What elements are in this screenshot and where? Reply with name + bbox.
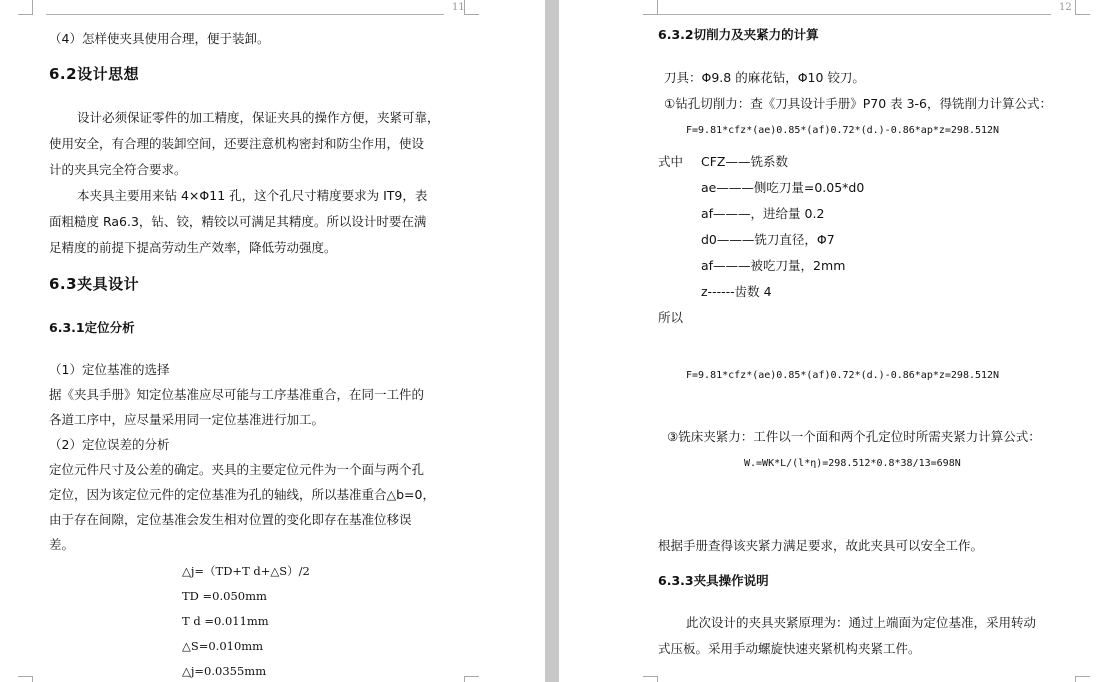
paragraph-line: 式压板。采用手动螺旋快速夹紧机构夹紧工件。 <box>658 641 921 656</box>
crop-mark <box>464 676 479 682</box>
formula: △j=0.0355mm <box>182 664 267 678</box>
paragraph-line: 各道工序中，应尽量采用同一定位基准进行加工。 <box>49 412 325 427</box>
document-page-left <box>0 0 545 682</box>
crop-mark <box>1075 0 1090 15</box>
paragraph-line: 所以 <box>658 310 684 325</box>
section-heading: 6.2设计思想 <box>49 65 140 83</box>
formula: TD =0.050mm <box>182 589 267 603</box>
definition-line: d0———铣刀直径，Φ7 <box>701 232 835 247</box>
crop-mark <box>643 0 658 15</box>
paragraph-line: 据《夹具手册》知定位基准应尽可能与工序基准重合，在同一工件的 <box>49 387 425 402</box>
paragraph-line: 定位元件尺寸及公差的确定。夹具的主要定位元件为一个面与两个孔 <box>49 462 425 477</box>
paragraph-line: 此次设计的夹具夹紧原理为：通过上端面为定位基准，采用转动 <box>686 615 1037 630</box>
definition-line: ae———侧吃刀量=0.05*d0 <box>701 180 865 195</box>
page-number: 11 <box>452 2 465 13</box>
definition-line: z------齿数 4 <box>701 284 772 299</box>
definition-line: CFZ——铣系数 <box>701 154 788 169</box>
paragraph-line: 计的夹具完全符合要求。 <box>49 162 187 177</box>
list-item: （1）定位基准的选择 <box>49 362 170 377</box>
paragraph-line: ③铣床夹紧力：工件以一个面和两个孔定位时所需夹紧力计算公式： <box>667 429 1041 444</box>
formula: △j=（TD+T d+△S）/2 <box>182 564 310 578</box>
formula: T d =0.011mm <box>182 614 269 628</box>
paragraph-line: 根据手册查得该夹紧力满足要求，故此夹具可以安全工作。 <box>658 538 984 553</box>
paragraph-line: 由于存在间隙，定位基准会发生相对位置的变化即存在基准位移误 <box>49 512 412 527</box>
list-item: （4）怎样使夹具使用合理，便于装卸。 <box>49 31 270 46</box>
paragraph-line: 式中 <box>658 154 684 169</box>
formula: △S=0.010mm <box>182 639 264 653</box>
formula: F=9.81*cfz*(ae)0.85*(af)0.72*(d.)-0.86*ap*z=298.512N <box>686 125 1000 136</box>
paragraph-line: 设计必须保证零件的加工精度，保证夹具的操作方便，夹紧可靠， <box>77 110 440 125</box>
section-heading: 6.3夹具设计 <box>49 275 140 293</box>
definition-line: af———，进给量 0.2 <box>701 206 825 221</box>
paragraph-line: 面粗糙度 Ra6.3，钻、铰，精铰以可满足其精度。所以设计时要在满 <box>49 214 427 229</box>
formula: F=9.81*cfz*(ae)0.85*(af)0.72*(d.)-0.86*ap*z=298.512N <box>686 370 1000 381</box>
list-item: （2）定位误差的分析 <box>49 437 170 452</box>
crop-mark <box>1075 676 1090 682</box>
header-rule <box>46 14 444 15</box>
crop-mark <box>18 0 33 15</box>
subsection-heading: 6.3.1定位分析 <box>49 320 135 335</box>
paragraph-line: 刀具：Φ9.8 的麻花钻，Φ10 铰刀。 <box>664 70 865 85</box>
paragraph-line: 使用安全，有合理的装卸空间，还要注意机构密封和防尘作用，使设 <box>49 136 425 151</box>
crop-mark <box>464 0 479 15</box>
paragraph-line: ①钻孔切削力：查《刀具设计手册》P70 表 3-6，得铣削力计算公式： <box>664 96 1053 111</box>
formula: W.=WK*L/(l*η)=298.512*0.8*38/13=698N <box>744 458 961 469</box>
crop-mark <box>18 676 33 682</box>
paragraph-line: 差。 <box>49 537 75 552</box>
subsection-heading: 6.3.2切削力及夹紧力的计算 <box>658 27 819 42</box>
page-gutter <box>545 0 559 682</box>
paragraph-line: 定位，因为该定位元件的定位基准为孔的轴线，所以基准重合△b=0， <box>49 487 435 502</box>
page-number: 12 <box>1059 2 1072 13</box>
header-rule <box>658 14 1051 15</box>
paragraph-line: 足精度的前提下提高劳动生产效率，降低劳动强度。 <box>49 240 337 255</box>
definition-line: af———被吃刀量，2mm <box>701 258 846 273</box>
paragraph-line: 本夹具主要用来钻 4×Φ11 孔，这个孔尺寸精度要求为 IT9，表 <box>77 188 428 203</box>
crop-mark <box>643 676 658 682</box>
document-page-right <box>559 0 1107 682</box>
subsection-heading: 6.3.3夹具操作说明 <box>658 573 769 588</box>
